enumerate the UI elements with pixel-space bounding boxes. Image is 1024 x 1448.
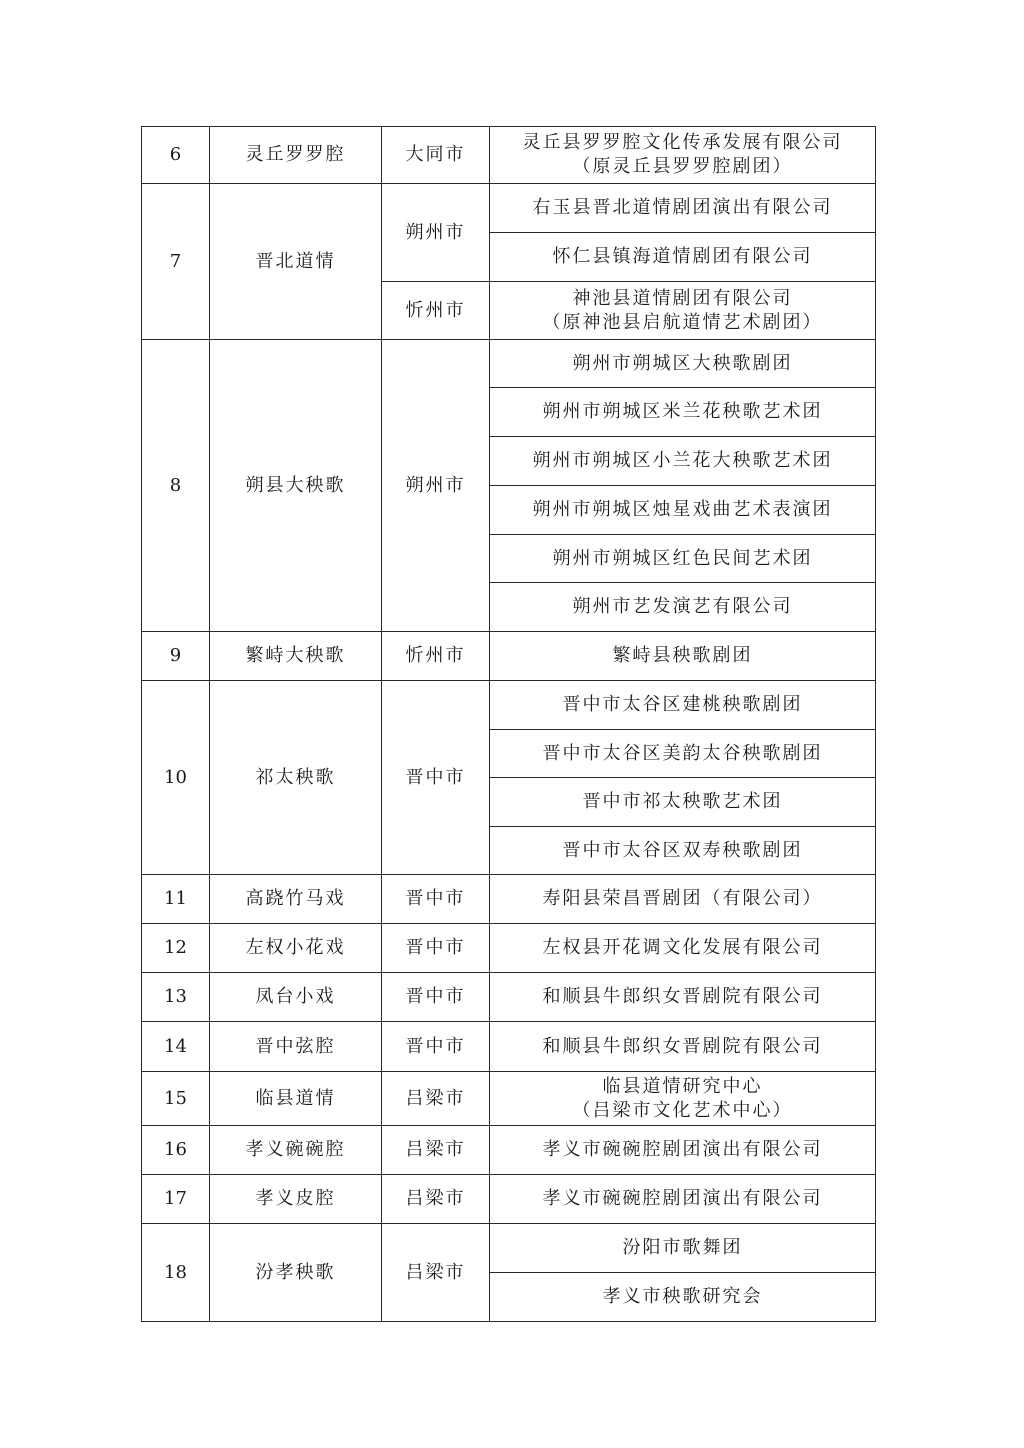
- city-cell: 朔州市: [382, 340, 490, 632]
- table-row: [142, 924, 876, 973]
- organization-cell: [490, 233, 876, 282]
- organization-cell: [490, 388, 876, 437]
- table-row: [142, 875, 876, 924]
- organization-line: 怀仁县镇海道情剧团有限公司: [552, 246, 813, 267]
- row-number: 13: [142, 973, 210, 1022]
- organization-cell: [490, 1126, 876, 1175]
- organization-line: 朔州市朔城区大秧歌剧团: [572, 352, 793, 374]
- organization-line: 神池县道情剧团有限公司: [572, 287, 793, 309]
- table-body: [142, 127, 876, 1322]
- opera-type-cell: 灵丘罗罗腔: [210, 127, 382, 184]
- row-number: 15: [142, 1072, 210, 1126]
- table-row: [142, 1175, 876, 1224]
- organization-line: 朔州市朔城区米兰花秧歌艺术团: [542, 401, 823, 422]
- organization-line: 晋中市太谷区双寿秧歌剧团: [562, 839, 803, 861]
- table-row: [142, 1224, 876, 1273]
- opera-type-cell: 孝义碗碗腔: [210, 1126, 382, 1175]
- city-cell: 吕梁市: [382, 1175, 490, 1224]
- organization-line: 晋中市祁太秧歌艺术团: [582, 791, 783, 812]
- organization-cell: [490, 535, 876, 583]
- city-cell: 忻州市: [382, 282, 490, 340]
- table-row: [142, 1022, 876, 1072]
- row-number: 17: [142, 1175, 210, 1224]
- organization-line: 左权县开花调文化发展有限公司: [542, 937, 823, 958]
- organization-cell: [490, 730, 876, 778]
- organization-cell: [490, 486, 876, 535]
- organization-line: 孝义市秧歌研究会: [602, 1286, 763, 1307]
- table-row: [142, 340, 876, 388]
- organization-cell: [490, 681, 876, 730]
- opera-type-cell: 高跷竹马戏: [210, 875, 382, 924]
- organization-cell: [490, 1224, 876, 1273]
- organization-line: 汾阳市歌舞团: [622, 1237, 743, 1258]
- organization-line: 朔州市艺发演艺有限公司: [572, 596, 793, 617]
- city-cell: 吕梁市: [382, 1126, 490, 1175]
- organization-cell: [490, 282, 876, 340]
- table-row: [142, 1072, 876, 1126]
- organization-line: 晋中市太谷区建桃秧歌剧团: [562, 694, 803, 715]
- organization-cell: [490, 632, 876, 681]
- opera-troupe-table: [141, 126, 876, 1322]
- opera-type-cell: 繁峙大秧歌: [210, 632, 382, 681]
- organization-cell: [490, 875, 876, 924]
- organization-cell: [490, 184, 876, 233]
- city-cell: 晋中市: [382, 1022, 490, 1072]
- organization-line: 灵丘县罗罗腔文化传承发展有限公司: [522, 132, 843, 153]
- opera-type-cell: 晋北道情: [210, 184, 382, 340]
- row-number: 10: [142, 681, 210, 875]
- organization-line: 朔州市朔城区小兰花大秧歌艺术团: [532, 450, 833, 471]
- row-number: 6: [142, 127, 210, 184]
- opera-type-cell: 汾孝秧歌: [210, 1224, 382, 1322]
- row-number: 12: [142, 924, 210, 973]
- organization-cell: [490, 1072, 876, 1126]
- row-number: 16: [142, 1126, 210, 1175]
- opera-type-cell: 晋中弦腔: [210, 1022, 382, 1072]
- organization-line: 寿阳县荣昌晋剧团（有限公司）: [542, 888, 823, 909]
- organization-line: 和顺县牛郎织女晋剧院有限公司: [542, 1035, 823, 1057]
- organization-line: 孝义市碗碗腔剧团演出有限公司: [542, 1188, 823, 1209]
- organization-cell: [490, 827, 876, 875]
- organization-cell: [490, 127, 876, 184]
- table-row: [142, 127, 876, 184]
- city-cell: 晋中市: [382, 875, 490, 924]
- row-number: 18: [142, 1224, 210, 1322]
- row-number: 14: [142, 1022, 210, 1072]
- table-row: [142, 681, 876, 730]
- table-row: [142, 1126, 876, 1175]
- organization-line: 孝义市碗碗腔剧团演出有限公司: [542, 1139, 823, 1160]
- opera-type-cell: 朔县大秧歌: [210, 340, 382, 632]
- city-cell: 吕梁市: [382, 1072, 490, 1126]
- organization-cell: [490, 924, 876, 973]
- opera-type-cell: 左权小花戏: [210, 924, 382, 973]
- organization-cell: [490, 973, 876, 1022]
- organization-cell: [490, 583, 876, 632]
- city-cell: 晋中市: [382, 681, 490, 875]
- organization-line: 临县道情研究中心: [602, 1075, 763, 1097]
- organization-line: 朔州市朔城区烛星戏曲艺术表演团: [532, 499, 833, 520]
- opera-type-cell: 凤台小戏: [210, 973, 382, 1022]
- organization-line: （吕梁市文化艺术中心）: [572, 1099, 793, 1121]
- organization-line: （原神池县启航道情艺术剧团）: [542, 311, 823, 333]
- opera-type-cell: 祁太秧歌: [210, 681, 382, 875]
- city-cell: 忻州市: [382, 632, 490, 681]
- city-cell: 朔州市: [382, 184, 490, 282]
- table-row: [142, 184, 876, 233]
- row-number: 7: [142, 184, 210, 340]
- organization-cell: [490, 778, 876, 827]
- row-number: 8: [142, 340, 210, 632]
- organization-cell: [490, 340, 876, 388]
- table-row: [142, 632, 876, 681]
- row-number: 9: [142, 632, 210, 681]
- row-number: 11: [142, 875, 210, 924]
- organization-line: 右玉县晋北道情剧团演出有限公司: [532, 197, 833, 218]
- opera-type-cell: 临县道情: [210, 1072, 382, 1126]
- organization-cell: [490, 1273, 876, 1322]
- organization-line: （原灵丘县罗罗腔剧团）: [572, 156, 793, 177]
- organization-line: 繁峙县秧歌剧团: [612, 645, 753, 666]
- organization-cell: [490, 1022, 876, 1072]
- city-cell: 晋中市: [382, 973, 490, 1022]
- opera-type-cell: 孝义皮腔: [210, 1175, 382, 1224]
- organization-line: 晋中市太谷区美韵太谷秧歌剧团: [542, 742, 823, 764]
- city-cell: 晋中市: [382, 924, 490, 973]
- city-cell: 吕梁市: [382, 1224, 490, 1322]
- organization-line: 朔州市朔城区红色民间艺术团: [552, 547, 813, 569]
- organization-line: 和顺县牛郎织女晋剧院有限公司: [542, 986, 823, 1007]
- organization-cell: [490, 437, 876, 486]
- organization-cell: [490, 1175, 876, 1224]
- table-row: [142, 973, 876, 1022]
- city-cell: 大同市: [382, 127, 490, 184]
